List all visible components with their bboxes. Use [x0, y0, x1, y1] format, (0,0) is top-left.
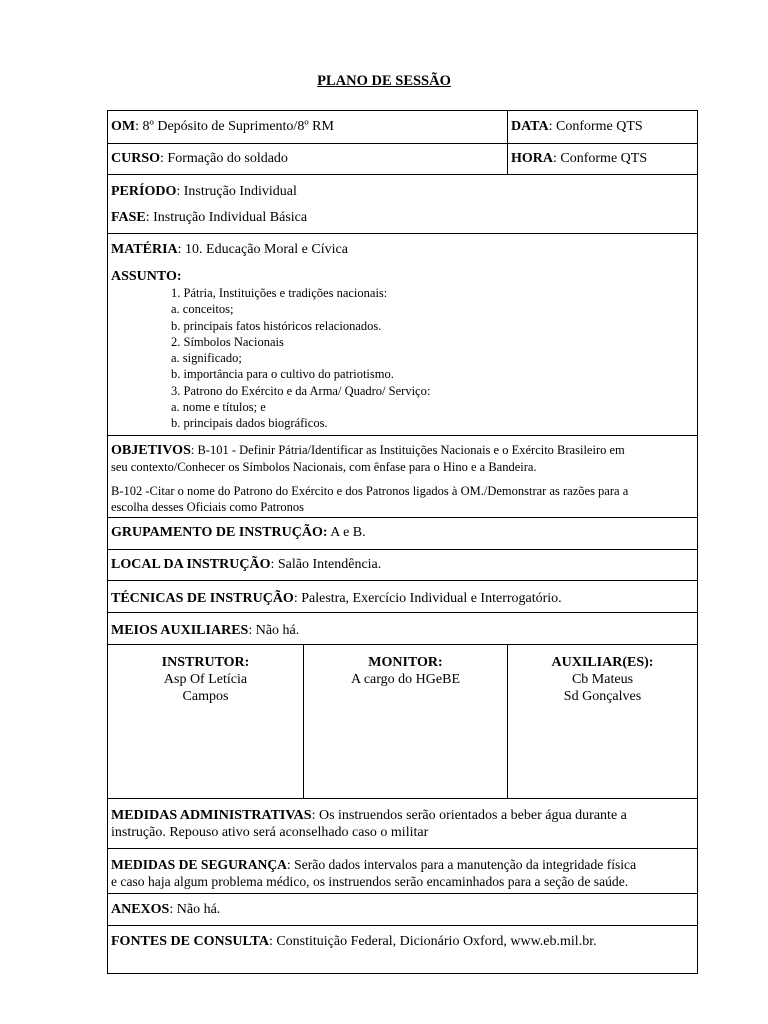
objetivos-line: [111, 442, 695, 459]
auxiliar-cell: [508, 654, 697, 705]
local-value: : Salão Intendência.: [270, 557, 382, 572]
meios-field: [111, 622, 691, 639]
curso-value: : Formação do soldado: [160, 151, 288, 166]
objetivos-line1: : B-101 - Definir Pátria/Identificar as Instituições Nacionais e o Exército Brasileiro em: [190, 443, 625, 457]
row-divider: [107, 893, 698, 894]
fase-field: [111, 209, 691, 226]
list-item: b. importância para o cultivo do patriotismo.: [171, 367, 394, 382]
row-divider: [107, 644, 698, 645]
document-title: PLANO DE SESSÃO: [317, 73, 451, 89]
curso-field: [111, 150, 503, 167]
fontes-label: FONTES DE CONSULTA: [111, 934, 269, 949]
list-item: b. principais fatos históricos relacionados.: [171, 318, 382, 333]
om-field: [111, 118, 503, 135]
local-field: [111, 556, 691, 573]
meios-label: MEIOS AUXILIARES: [111, 623, 249, 638]
medidas-adm-label: MEDIDAS ADMINISTRATIVAS: [111, 808, 312, 823]
hora-value: : Conforme QTS: [553, 151, 648, 166]
local-label: LOCAL DA INSTRUÇÃO: [111, 557, 271, 572]
auxiliar-name-2: Sd Gonçalves: [563, 689, 642, 704]
fase-label: FASE: [111, 210, 146, 225]
auxiliar-label: AUXILIAR(ES):: [551, 655, 654, 670]
grupamento-value: A e B.: [327, 525, 366, 540]
row-divider: [107, 798, 698, 799]
tecnicas-label: TÉCNICAS DE INSTRUÇÃO: [111, 591, 294, 606]
assunto-list: [171, 285, 671, 432]
fontes-value: : Constituição Federal, Dicionário Oxford, www.eb.mil.br.: [268, 934, 597, 949]
hora-field: [511, 150, 693, 167]
data-label: DATA: [511, 119, 549, 134]
data-field: [511, 118, 693, 135]
list-item: a. nome e títulos; e: [171, 400, 266, 415]
list-item: 2. Símbolos Nacionais: [171, 334, 284, 349]
medidas-seg-line1: : Serão dados intervalos para a manutenção da integridade física: [286, 857, 637, 872]
tecnicas-value: : Palestra, Exercício Individual e Interrogatório.: [293, 591, 562, 606]
row-divider: [107, 549, 698, 550]
grupamento-field: [111, 524, 691, 541]
row-divider: [107, 110, 698, 111]
medidas-administrativas-field: [111, 807, 695, 841]
grupamento-label: GRUPAMENTO DE INSTRUÇÃO:: [111, 525, 328, 540]
curso-label: CURSO: [111, 151, 161, 166]
medidas-adm-line2: instrução. Repouso ativo será aconselhado caso o militar: [111, 825, 429, 840]
materia-value: : 10. Educação Moral e Cívica: [177, 242, 348, 257]
list-item: a. significado;: [171, 351, 242, 366]
periodo-value: : Instrução Individual: [176, 184, 297, 199]
objetivos-line2: seu contexto/Conhecer os Símbolos Nacionais, com ênfase para o Hino e a Bandeira.: [111, 460, 537, 475]
tecnicas-field: [111, 590, 691, 607]
medidas-adm-line1: : Os instruendos serão orientados a beber água durante a: [311, 808, 627, 823]
row-divider: [107, 612, 698, 613]
row-divider: [107, 517, 698, 518]
anexos-label: ANEXOS: [111, 902, 170, 917]
monitor-label: MONITOR:: [368, 655, 443, 670]
row-divider: [107, 925, 698, 926]
medidas-seg-label: MEDIDAS DE SEGURANÇA: [111, 857, 287, 872]
row-divider: [107, 580, 698, 581]
list-item: b. principais dados biográficos.: [171, 416, 328, 431]
meios-value: : Não há.: [248, 623, 300, 638]
table-right-border: [697, 110, 698, 974]
om-label: OM: [111, 119, 136, 134]
assunto-label: [111, 268, 691, 285]
monitor-name: A cargo do HGeBE: [351, 672, 460, 687]
monitor-cell: [304, 654, 507, 688]
row-divider: [107, 973, 698, 974]
auxiliar-name-1: Cb Mateus: [571, 672, 634, 687]
objetivos-line3: B-102 -Citar o nome do Patrono do Exército e dos Patronos ligados à OM./Demonstrar as razões para a: [111, 483, 629, 498]
instrutor-label: INSTRUTOR:: [161, 655, 250, 670]
periodo-field: [111, 183, 691, 200]
list-item: 3. Patrono do Exército e da Arma/ Quadro/ Serviço:: [171, 383, 431, 398]
row-divider: [107, 848, 698, 849]
anexos-value: : Não há.: [169, 902, 221, 917]
medidas-seg-line2: e caso haja algum problema médico, os instruendos serão encaminhados para a seção de saúde.: [111, 874, 629, 889]
objetivos-label: OBJETIVOS: [111, 443, 191, 458]
row-divider: [107, 174, 698, 175]
anexos-field: [111, 901, 691, 918]
row-divider: [107, 233, 698, 234]
list-item: 1. Pátria, Instituições e tradições nacionais:: [171, 286, 388, 300]
row-divider: [107, 143, 698, 144]
materia-field: [111, 241, 691, 258]
objetivos-line4: escolha desses Oficiais como Patronos: [111, 499, 305, 514]
hora-label: HORA: [511, 151, 553, 166]
row-divider: [107, 435, 698, 436]
instrutor-name: Asp Of Letícia: [163, 672, 248, 687]
table-left-border: [107, 110, 108, 974]
column-divider: [507, 110, 508, 174]
instrutor-cell: [108, 654, 303, 705]
fontes-field: [111, 933, 695, 950]
list-item: a. conceitos;: [171, 302, 234, 317]
objetivos-field: [111, 442, 695, 515]
fase-value: : Instrução Individual Básica: [145, 210, 308, 225]
instrutor-name-cont: Campos: [182, 689, 229, 704]
assunto-label-text: ASSUNTO:: [111, 269, 182, 284]
om-value: : 8º Depósito de Suprimento/8º RM: [135, 119, 334, 134]
periodo-label: PERÍODO: [111, 184, 177, 199]
materia-label: MATÉRIA: [111, 242, 178, 257]
data-value: : Conforme QTS: [548, 119, 643, 134]
medidas-seguranca-field: [111, 856, 695, 890]
